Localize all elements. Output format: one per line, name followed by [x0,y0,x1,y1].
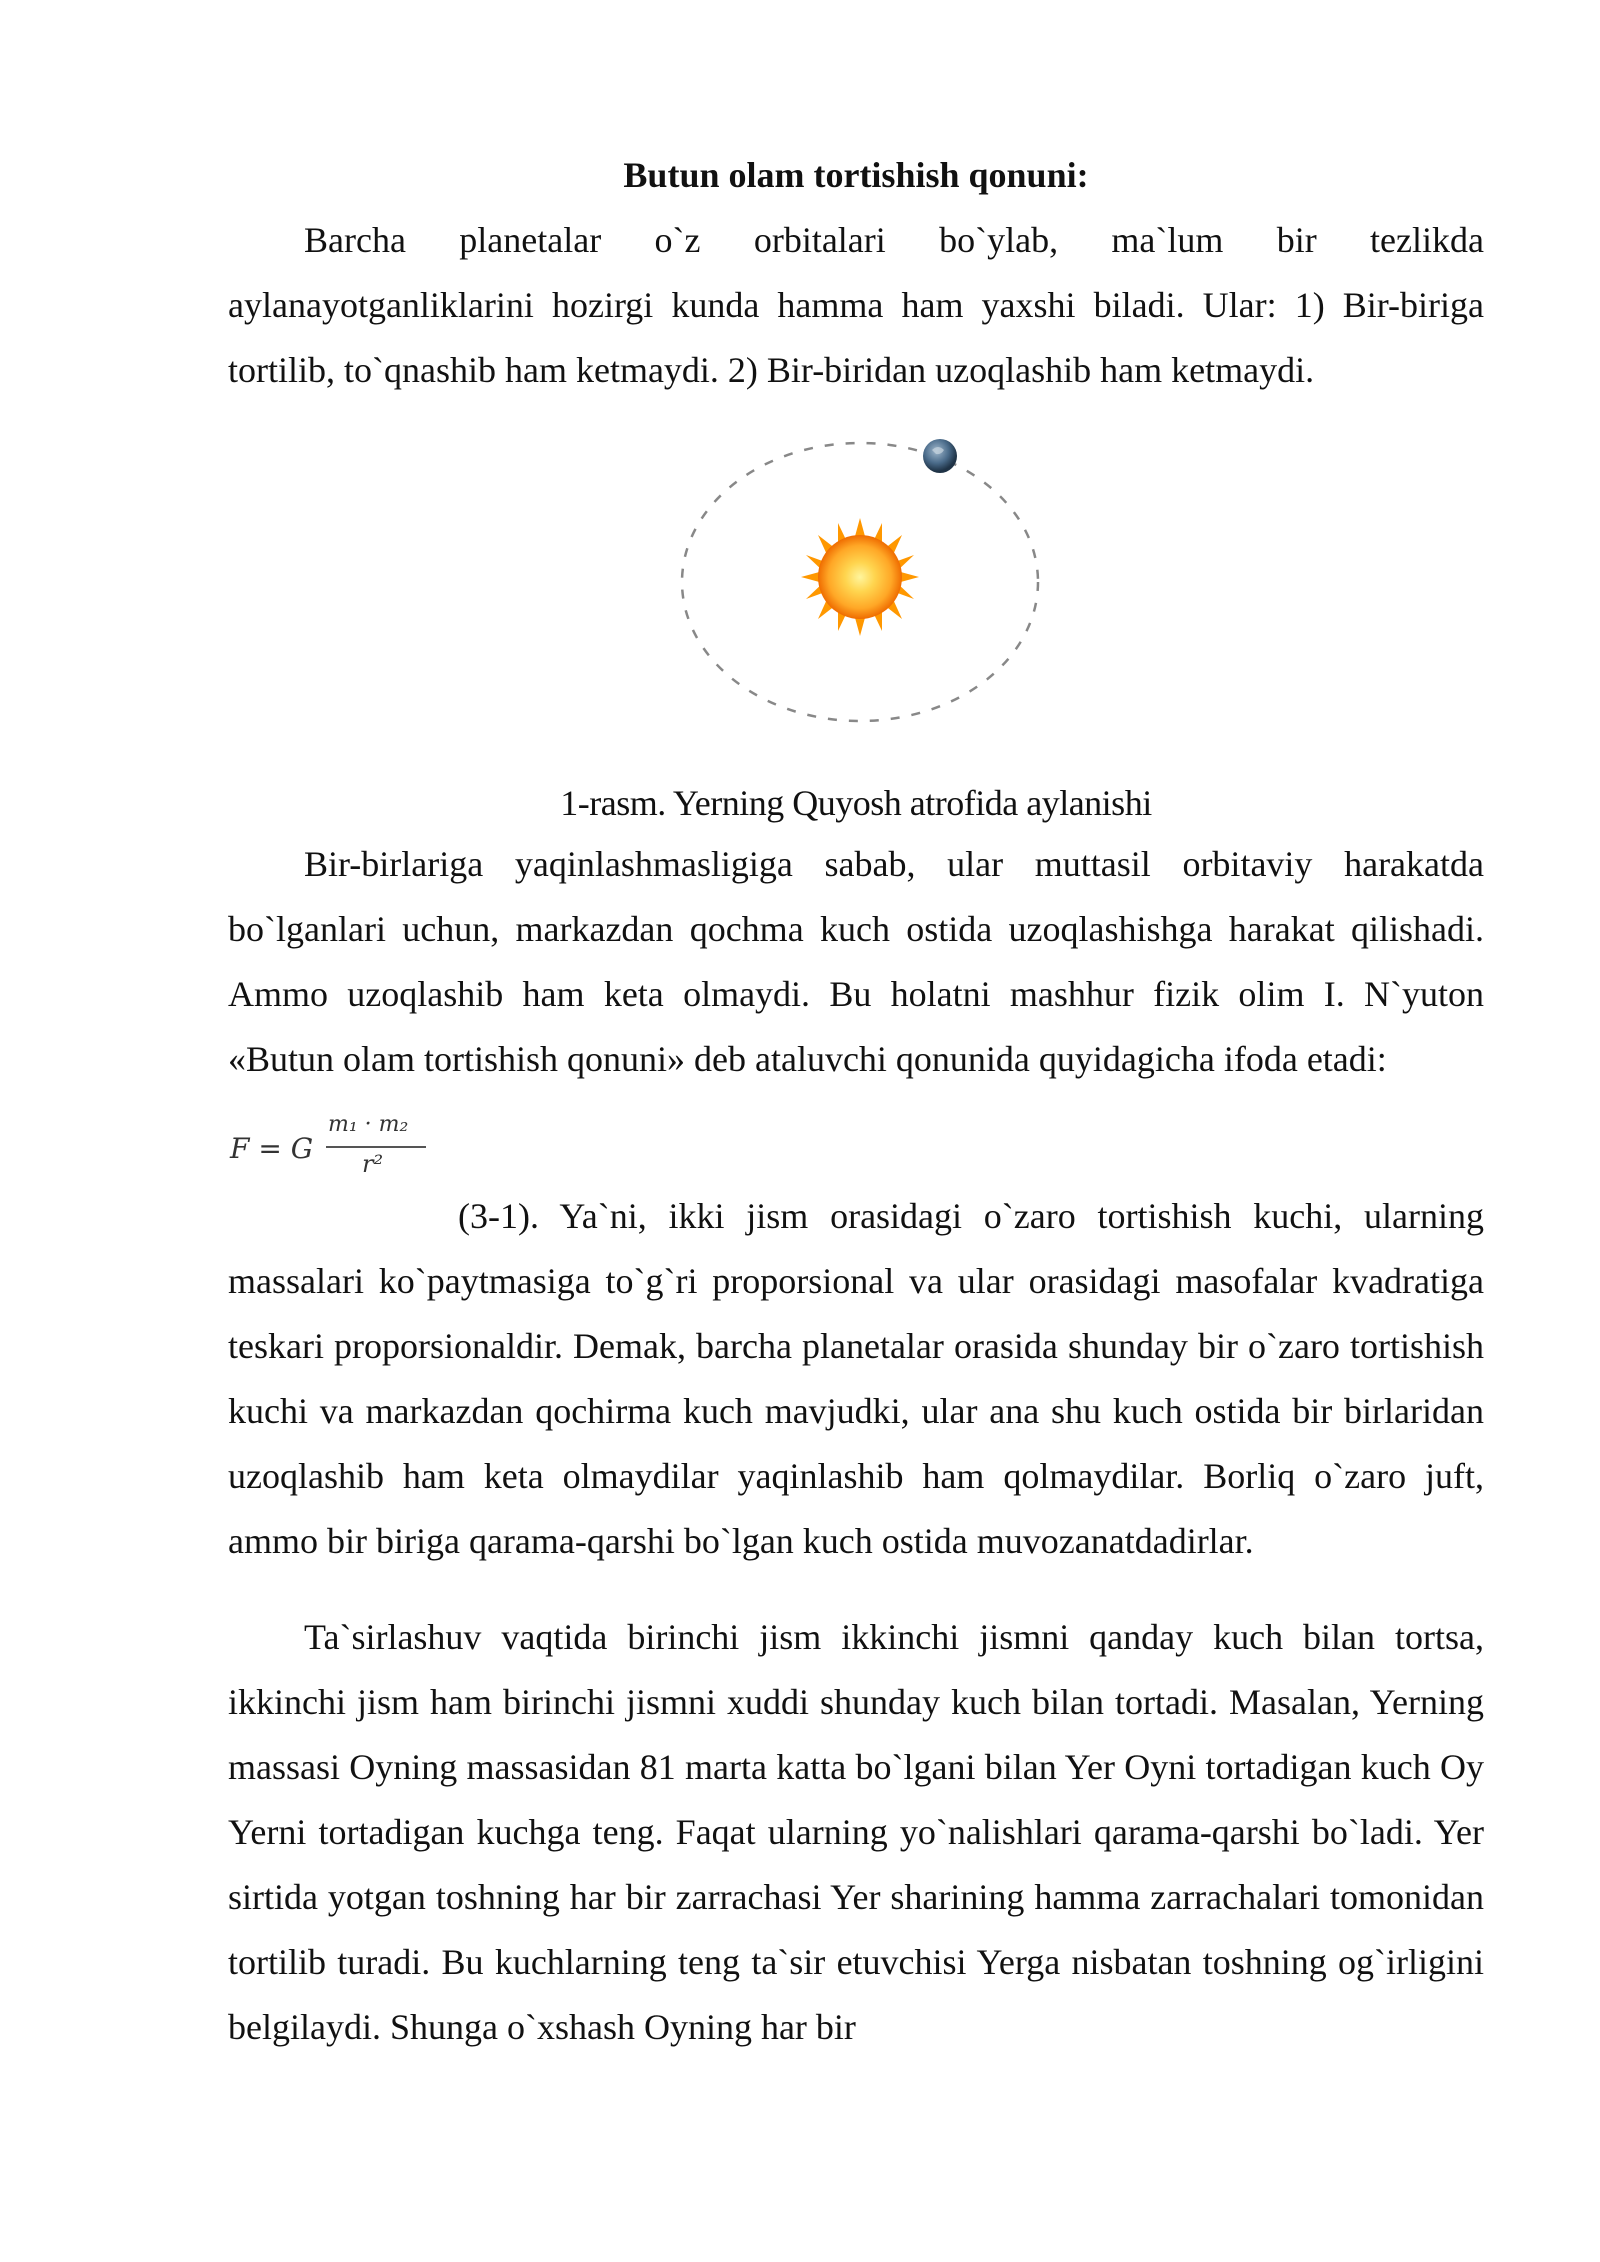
orbit-diagram [670,428,1070,738]
orbit-figure [670,428,1070,738]
paragraph-interaction: Ta`sirlashuv vaqtida birinchi jism ikkinchi jismni qanday kuch bilan tortsa, ikkinchi jism ham birinchi jismni xuddi shunday kuch bilan tortadi. Masalan, Yerning massasi Oyning massasidan 81 marta katta bo`lgani bilan Yer Oyni tortadigan kuch Oy Yerni tortadigan kuchga teng. Faqat ularning yo`nalishlari qarama-qarshi bo`ladi. Yer sirtida yotgan toshning har bir zarrachasi Yer sharining hamma zarrachalari tomonidan tortilib turadi. Bu kuchlarning teng ta`sir etuvchisi Yerga nisbatan toshning og`irligini belgilaydi. Shunga o`xshash Oyning har bir [228,1617,1484,2047]
paragraph-intro: Barcha planetalar o`z orbitalari bo`ylab, ma`lum bir tezlikda aylanayotganliklarini hozirgi kunda hamma ham yaxshi biladi. Ular: 1) Bir-biriga tortilib, to`qnashib ham ketmaydi. 2) Bir-biridan uzoqlashib ham ketmaydi. [228,220,1484,390]
formula-numerator: m₁ · m₂ [328,1112,409,1137]
sun-icon [801,518,919,636]
page-title: Butun olam tortishish qonuni: [623,155,1089,195]
fraction-bar [326,1146,426,1148]
figure-caption: 1-rasm. Yerning Quyosh atrofida aylanishi [560,783,1152,823]
formula-denominator: r² [362,1150,384,1178]
formula-block [228,1112,1484,1561]
paragraph-law-description: (3-1). Ya`ni, ikki jism orasidagi o`zaro tortishish kuchi, ularning massalari ko`paytmasiga to`g`ri proporsional va ular orasidagi masofalar kvadratiga teskari proporsionaldir. Demak, barcha planetalar orasida shunday bir o`zaro tortishish kuchi va markazdan qochirma kuch mavjudki, ular ana shu kuch ostida bir birlaridan uzoqlashib ham keta olmaydilar yaqinlashib ham qolmaydilar. Borliq o`zaro juft, ammo bir biriga qarama-qarshi bo`lgan kuch ostida muvozanatdadirlar. [228,1196,1484,1561]
formula-lhs: F = G [230,1132,314,1165]
paragraph-explanation: Bir-birlariga yaqinlashmasligiga sabab, ular muttasil orbitaviy harakatda bo`lganlari uchun, markazdan qochma kuch ostida uzoqlashishga harakat qilishadi. Ammo uzoqlashib ham keta olmaydi. Bu holatni mashhur fizik olim I. N`yuton «Butun olam tortishish qonuni» deb ataluvchi qonunida quyidagicha ifoda etadi: [228,844,1484,1079]
earth-icon [923,439,957,473]
